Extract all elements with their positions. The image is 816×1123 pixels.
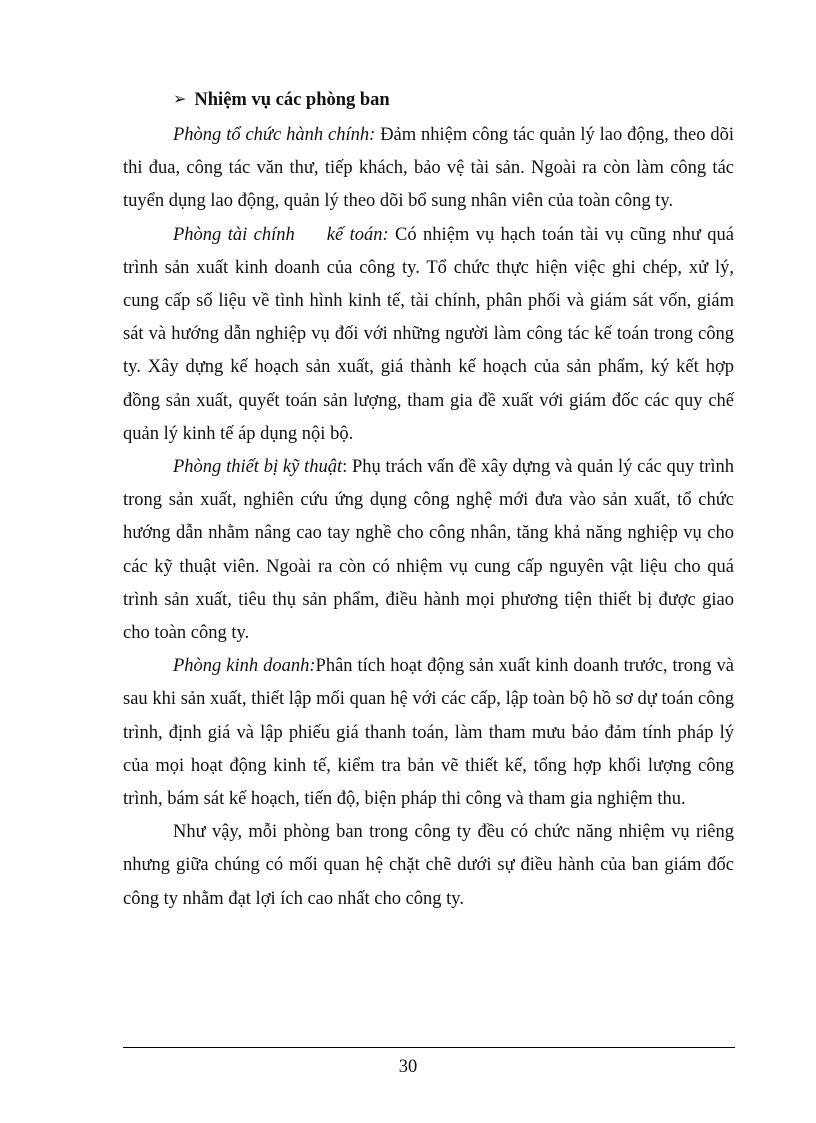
paragraph-technical-department [123, 451, 734, 650]
paragraph-conclusion [123, 816, 734, 916]
paragraph-text: Như vậy, mỗi phòng ban trong công ty đều có chức năng nhiệm vụ riêng nhưng giữa chúng có mối quan hệ chặt chẽ dưới sự điều hành của ban giám đốc công ty nhằm đạt lợi ích cao nhất cho công ty. [123, 822, 734, 909]
paragraph-lead: Phòng tổ chức hành chính: [173, 125, 376, 145]
document-body [123, 87, 734, 916]
page-number: 30 [398, 1057, 418, 1077]
section-heading [123, 87, 734, 113]
section-heading-text: Nhiệm vụ các phòng ban [194, 90, 390, 110]
arrow-bullet-icon: ➢ [173, 91, 187, 108]
footer-divider [123, 1047, 735, 1048]
paragraph-admin-department [123, 119, 734, 219]
paragraph-text: Có nhiệm vụ hạch toán tài vụ cũng như quá trình sản xuất kinh doanh của công ty. Tổ chức thực hiện việc ghi chép, xử lý, cung cấp số liệu về tình hình kinh tế, tài chính, phân phối và giám sát vốn, giám sát và hướng dẫn nghiệp vụ đối với những người làm công tác kế toán trong công ty. Xây dựng kế hoạch sản xuất, giá thành kế hoạch của sản phẩm, ký kết hợp đồng sản xuất, quyết toán sản lượng, tham gia đề xuất với giám đốc các quy chế quản lý kinh tế áp dụng nội bộ. [123, 224, 735, 444]
paragraph-text: Đảm nhiệm công tác quản lý lao động, theo dõi thi đua, công tác văn thư, tiếp khách, bảo vệ tài sản. Ngoài ra còn làm công tác tuyển dụng lao động, quản lý theo dõi bổ sung nhân viên của toàn công ty. [123, 125, 735, 212]
paragraph-text: Phân tích hoạt động sản xuất kinh doanh trước, trong và sau khi sản xuất, thiết lập mối quan hệ với các cấp, lập toàn bộ hồ sơ dự toán công trình, định giá và lập phiếu giá thanh toán, làm tham mưu bảo đảm tính pháp lý của mọi hoạt động kinh tế, kiểm tra bản vẽ thiết kế, tổng hợp khối lượng công trình, bám sát kế hoạch, tiến độ, biện pháp thi công và tham gia nghiệm thu. [123, 656, 734, 810]
paragraph-finance-department [123, 219, 734, 451]
paragraph-business-department [123, 650, 734, 816]
paragraph-lead: Phòng tài chính kế toán: [173, 224, 389, 245]
paragraph-lead: Phòng kinh doanh: [173, 656, 316, 677]
paragraph-text: : Phụ trách vấn đề xây dựng và quản lý các quy trình trong sản xuất, nghiên cứu ứng dụng công nghệ mới đưa vào sản xuất, tổ chức hướng dẫn nhằm nâng cao tay nghề cho công nhân, tăng khả năng nghiệp vụ cho các kỹ thuật viên. Ngoài ra còn có nhiệm vụ cung cấp nguyên vật liệu cho quá trình sản xuất, tiêu thụ sản phẩm, điều hành mọi phương tiện thiết bị được giao cho toàn công ty. [123, 457, 734, 644]
paragraph-lead: Phòng thiết bị kỹ thuật [173, 457, 343, 478]
